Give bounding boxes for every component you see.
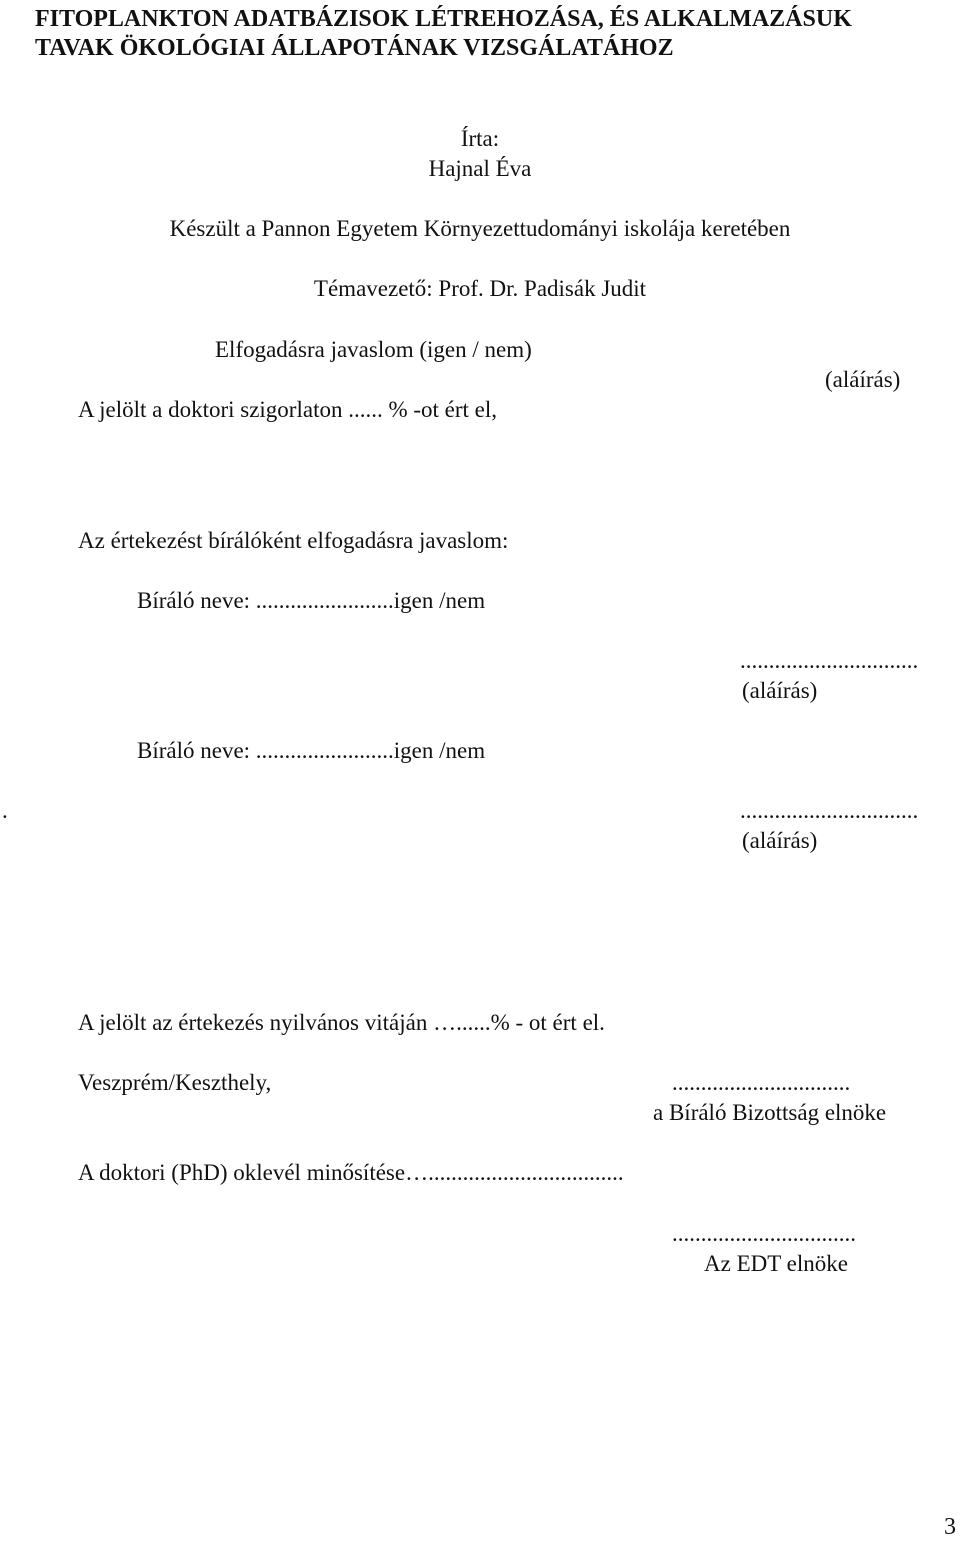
author-name: Hajnal Éva (428, 156, 532, 181)
reviewer-1-line: Bíráló neve: ........................igen /nem (137, 588, 486, 613)
edt-label: Az EDT elnöke (704, 1251, 848, 1276)
reviewer-1-signature: (aláírás) (742, 678, 818, 703)
reviewer-1-signature-dots: ............................... (740, 648, 919, 673)
reviewer-2-signature-dots: ............................... (740, 798, 919, 823)
edt-signature-dots: ................................ (672, 1221, 856, 1246)
acceptance-proposal: Elfogadásra javaslom (igen / nem) (215, 337, 532, 362)
place-line: Veszprém/Keszthely, (78, 1070, 272, 1095)
reviewer-2-line: Bíráló neve: ........................igen /nem (137, 738, 486, 763)
page-number: 3 (944, 1514, 956, 1540)
chair-signature-dots: ............................... (672, 1070, 851, 1095)
qualification-line: A doktori (PhD) oklevél minősítése….................................. (78, 1160, 624, 1185)
author-label: Írta: (460, 126, 500, 151)
acceptance-signature: (aláírás) (825, 367, 901, 392)
stray-dot: . (2, 798, 8, 823)
exam-result-line: A jelölt a doktori szigorlaton ...... % -ot ért el, (78, 397, 498, 422)
institution-line: Készült a Pannon Egyetem Környezettudományi iskolája keretében (169, 216, 791, 241)
reviewer-2-signature: (aláírás) (742, 828, 818, 853)
document-title-line-2: TAVAK ÖKOLÓGIAI ÁLLAPOTÁNAK VIZSGÁLATÁHOZ (35, 35, 674, 61)
supervisor-line: Témavezető: Prof. Dr. Padisák Judit (313, 276, 647, 301)
document-title-line-1: FITOPLANKTON ADATBÁZISOK LÉTREHOZÁSA, ÉS ALKALMAZÁSUK (35, 6, 852, 32)
chair-label: a Bíráló Bizottság elnöke (653, 1100, 887, 1125)
reviewers-intro: Az értekezést bírálóként elfogadásra javaslom: (78, 528, 509, 553)
defense-result-line: A jelölt az értekezés nyilvános vitáján …......% - ot ért el. (78, 1010, 605, 1035)
